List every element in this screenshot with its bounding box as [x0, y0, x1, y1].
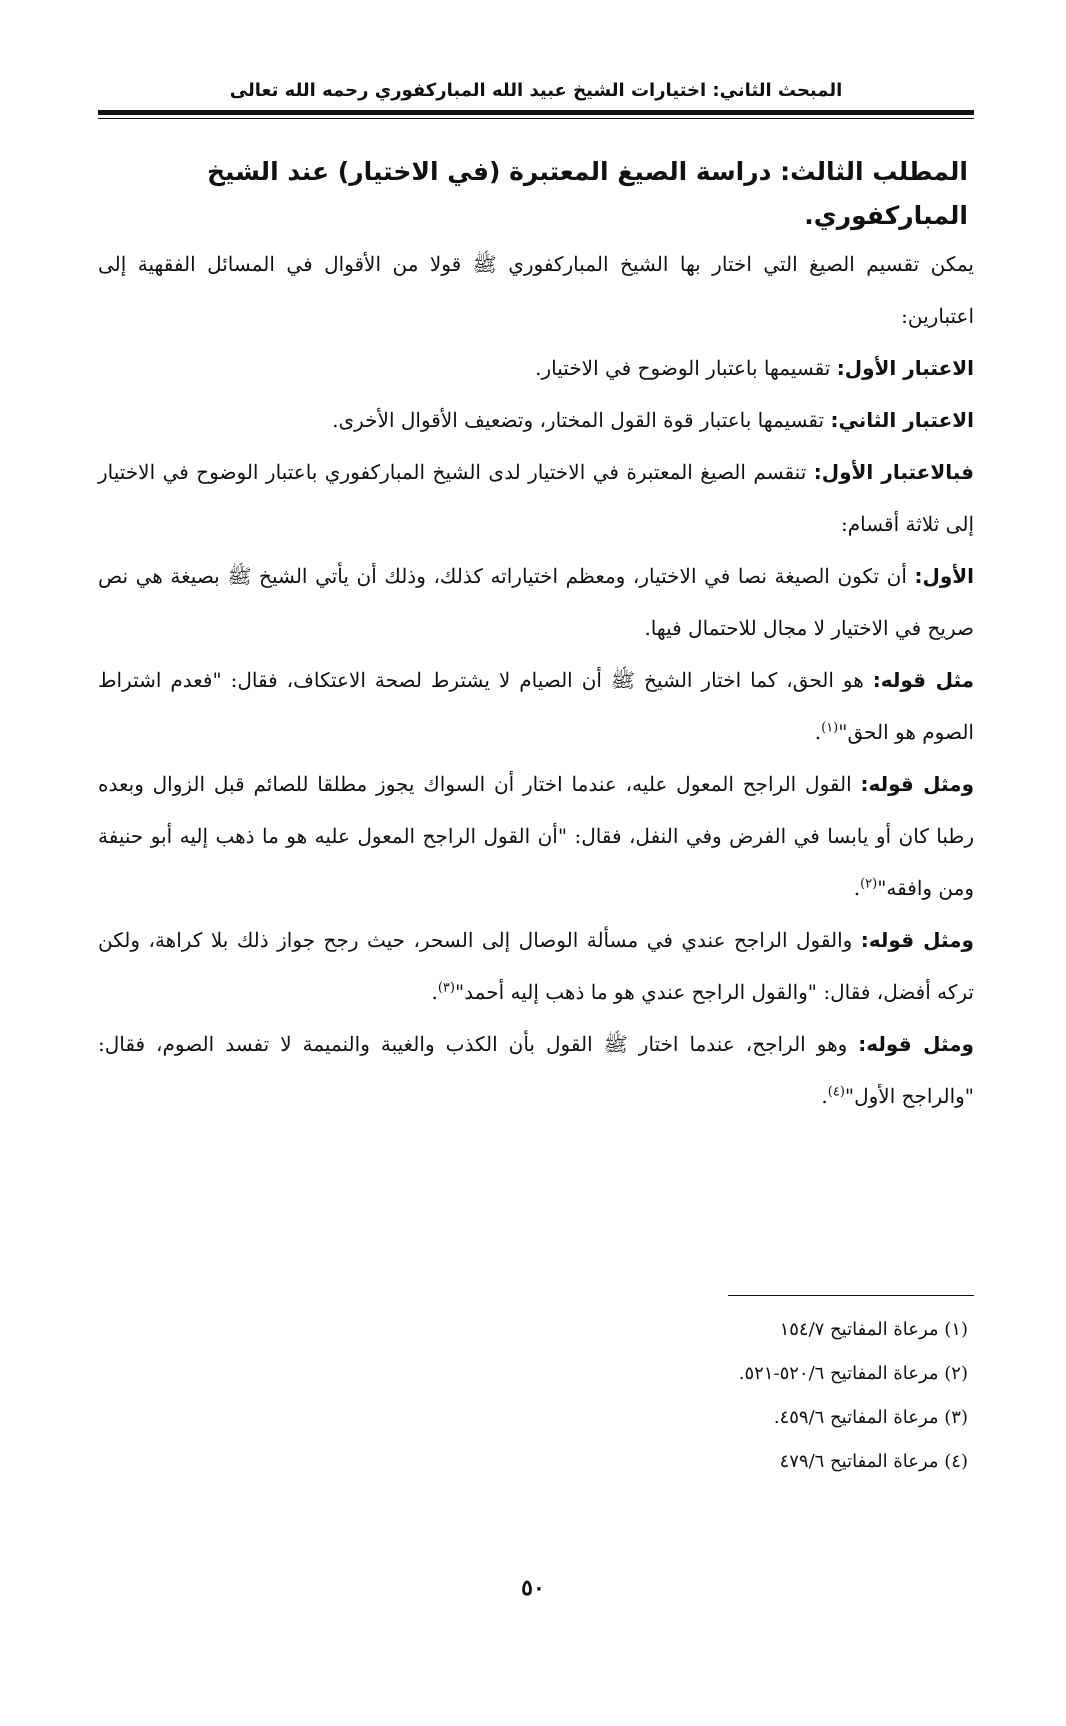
paragraph-end: .	[431, 980, 438, 1004]
paragraph-lead: ومثل قوله:	[860, 928, 974, 952]
footnote-marker[interactable]: (٤)	[827, 1084, 845, 1100]
running-header: المبحث الثاني: اختيارات الشيخ عبيد الله المباركفوري رحمه الله تعالى	[229, 80, 843, 101]
paragraph-lead: الاعتبار الأول:	[836, 356, 974, 380]
footnote-marker[interactable]: (٢)	[860, 876, 878, 892]
paragraph-text: تقسيمها باعتبار قوة القول المختار، وتضعيف الأقوال الأخرى.	[332, 408, 831, 432]
footnote-marker[interactable]: (١)	[821, 720, 839, 736]
paragraph-text: القول الراجح المعول عليه، عندما اختار أن السواك يجوز مطلقا للصائم قبل الزوال وبعده رطبا كان أو يابسا في الفرض وفي النفل، فقال: "أن القول الراجح المعول عليه هو ما ذهب إليه أبو حنيفة ومن وافقه"	[98, 772, 974, 900]
paragraph-lead: الأول:	[914, 564, 974, 588]
paragraph	[98, 446, 974, 550]
footnote-marker[interactable]: (٣)	[437, 980, 455, 996]
paragraph	[98, 342, 974, 394]
header-rule	[98, 110, 974, 115]
paragraph	[98, 394, 974, 446]
paragraph-end: .	[853, 876, 861, 900]
paragraph-lead: ومثل قوله:	[860, 772, 974, 796]
paragraph-end: .	[821, 1084, 828, 1108]
footnotes	[98, 1308, 974, 1484]
paragraph-text: تقسيمها باعتبار الوضوح في الاختيار.	[535, 356, 837, 380]
footnote-separator	[728, 1295, 974, 1296]
paragraph-lead: مثل قوله:	[872, 668, 974, 692]
paragraph	[98, 654, 974, 758]
paragraph	[98, 1018, 974, 1122]
paragraph-text: وهو الراجح، عندما اختار ﷺ القول بأن الكذب والغيبة والنميمة لا تفسد الصوم، فقال: "والراجح الأول"	[98, 1032, 974, 1108]
main-content	[98, 150, 974, 1122]
paragraph-text: هو الحق، كما اختار الشيخ ﷺ أن الصيام لا يشترط لصحة الاعتكاف، فقال: "فعدم اشتراط الصوم هو الحق"	[98, 668, 974, 744]
page-number: ٥٠	[521, 1575, 545, 1601]
paragraph-text: يمكن تقسيم الصيغ التي اختار بها الشيخ المباركفوري ﷺ قولا من الأقوال في المسائل الفقهية إلى اعتبارين:	[98, 252, 974, 328]
footnote: (١) مرعاة المفاتيح ١٥٤/٧	[779, 1319, 968, 1340]
paragraph-lead: فبالاعتبار الأول:	[813, 460, 974, 484]
paragraph-end: .	[814, 720, 822, 744]
paragraph-text: والقول الراجح عندي في مسألة الوصال إلى السحر، حيث رجح جواز ذلك بلا كراهة، ولكن تركه أفضل، فقال: "والقول الراجح عندي هو ما ذهب إليه أحمد"	[98, 928, 974, 1004]
paragraph	[98, 238, 974, 342]
paragraph	[98, 914, 974, 1018]
paragraph	[98, 758, 974, 914]
header-rule-thin	[98, 118, 974, 119]
footnote: (٤) مرعاة المفاتيح ٤٧٩/٦	[779, 1451, 968, 1472]
paragraph-text: تنقسم الصيغ المعتبرة في الاختيار لدى الشيخ المباركفوري باعتبار الوضوح في الاختيار إلى ثلاثة أقسام:	[98, 460, 974, 536]
paragraph-text: أن تكون الصيغة نصا في الاختيار، ومعظم اختياراته كذلك، وذلك أن يأتي الشيخ ﷺ بصيغة هي نص صريح في الاختيار لا مجال للاحتمال فيها.	[98, 564, 974, 640]
paragraph-lead: ومثل قوله:	[858, 1032, 974, 1056]
paragraph-lead: الاعتبار الثاني:	[830, 408, 974, 432]
section-title: المطلب الثالث: دراسة الصيغ المعتبرة (في الاختيار) عند الشيخ المباركفوري.	[207, 157, 968, 230]
footnote: (٣) مرعاة المفاتيح ٤٥٩/٦.	[773, 1407, 968, 1428]
footnote: (٢) مرعاة المفاتيح ٥٢٠/٦-٥٢١.	[738, 1363, 968, 1384]
paragraph	[98, 550, 974, 654]
